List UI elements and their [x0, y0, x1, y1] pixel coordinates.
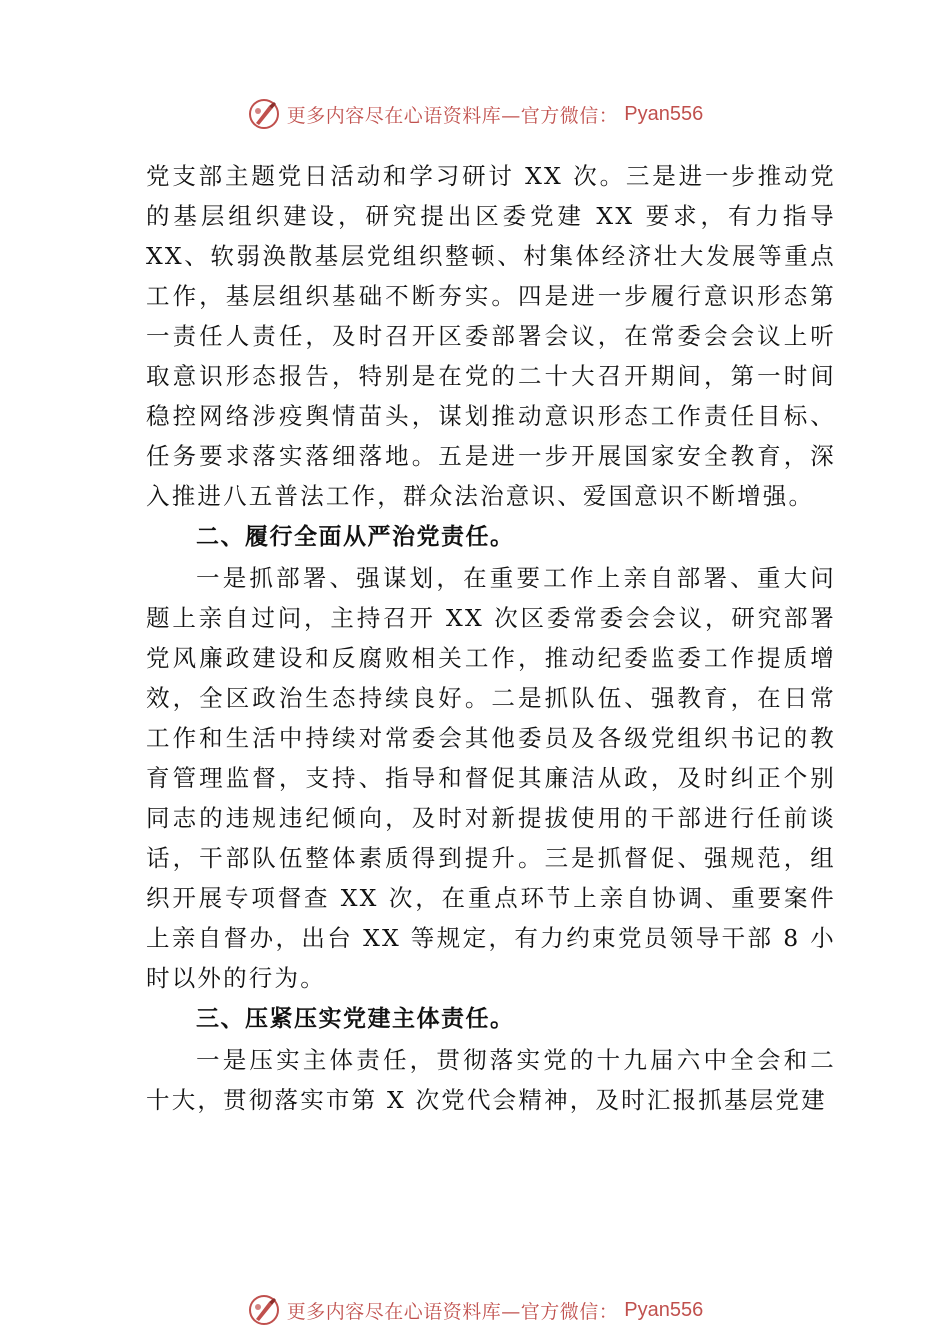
quill-pen-logo-icon: [247, 97, 281, 131]
banner-wechat-id: Pyan556: [624, 102, 704, 125]
paragraph-continued: 党支部主题党日活动和学习研讨 XX 次。三是进一步推动党的基层组织建设，研究提出区委党建 XX 要求，有力指导 XX、软弱涣散基层党组织整顿、村集体经济壮大发展等重点工作，基层组织基础不断夯实。四是进一步履行意识形态第一责任人责任，及时召开区委部署会议，在常委会会议上听取意识形态报告，特别是在党的二十大召开期间，第一时间稳控网络涉疫舆情苗头，谋划推动意识形态工作责任目标、任务要求落实落细落地。五是进一步开展国家安全教育，深入推进八五普法工作，群众法治意识、爱国意识不断增强。: [146, 162, 836, 510]
section-heading-2: 二、履行全面从严治党责任。: [196, 524, 515, 550]
banner-wechat-id: Pyan556: [624, 1298, 704, 1321]
footer-watermark-banner: [0, 1290, 950, 1330]
document-body: [146, 156, 836, 1120]
paragraph-section-2: 一是抓部署、强谋划，在重要工作上亲自部署、重大问题上亲自过问，主持召开 XX 次区委常委会会议，研究部署党风廉政建设和反腐败相关工作，推动纪委监委工作提质增效，全区政治生态持续良好。二是抓队伍、强教育，在日常工作和生活中持续对常委会其他委员及各级党组织书记的教育管理监督，支持、指导和督促其廉洁从政，及时纠正个别同志的违规违纪倾向，及时对新提拔使用的干部进行任前谈话，干部队伍整体素质得到提升。三是抓督促、强规范，组织开展专项督查 XX 次，在重点环节上亲自协调、重要案件上亲自督办，出台 XX 等规定，有力约束党员领导干部 8 小时以外的行为。: [146, 564, 836, 992]
section-heading-3: 三、压紧压实党建主体责任。: [196, 1006, 515, 1032]
header-watermark-banner: [0, 94, 950, 134]
banner-text: 更多内容尽在心语资料库—官方微信：: [286, 1300, 619, 1323]
paragraph-section-3: 一是压实主体责任，贯彻落实党的十九届六中全会和二十大，贯彻落实市第 X 次党代会精神，及时汇报抓基层党建: [146, 1046, 836, 1114]
banner-text: 更多内容尽在心语资料库—官方微信：: [286, 104, 619, 127]
quill-pen-logo-icon: [247, 1293, 281, 1327]
